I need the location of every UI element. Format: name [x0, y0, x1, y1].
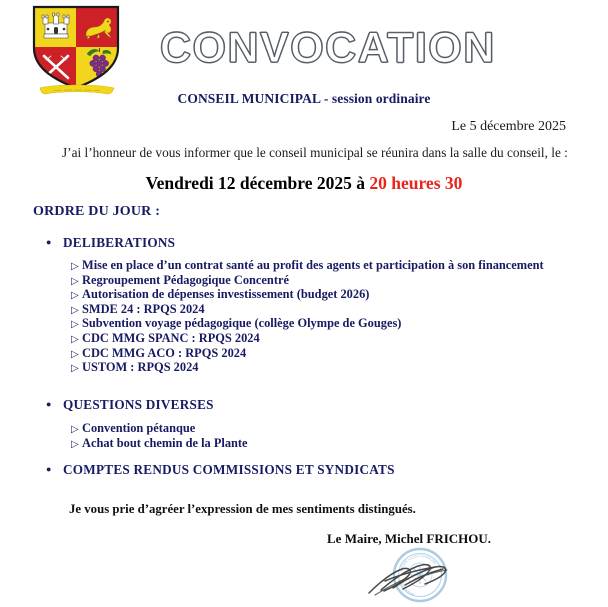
- intro-paragraph: J’ai l’honneur de vous informer que le conseil municipal se réunira dans la salle du conseil, le :: [62, 145, 568, 161]
- closing-salutation: Je vous prie d’agréer l’expression de mes sentiments distingués.: [69, 502, 416, 517]
- list-item: [71, 259, 586, 274]
- list-item-label: SMDE 24 : RPQS 2024: [82, 303, 205, 317]
- list-item-label: Subvention voyage pédagogique (collège Olympe de Gouges): [82, 317, 401, 331]
- list-item: [71, 347, 586, 362]
- meeting-datetime: [0, 173, 608, 194]
- triangle-bullet-icon: [71, 333, 82, 347]
- list-item-label: USTOM : RPQS 2024: [82, 361, 198, 375]
- bullet-icon: [46, 461, 63, 479]
- svg-text:MAIRIE \u2022 COMMUNE: MAIRIE \u2022 COMMUNE: [399, 554, 437, 572]
- agenda-item-list: [71, 259, 586, 376]
- agenda-section-questions-diverses: [46, 396, 586, 451]
- section-title: QUESTIONS DIVERSES: [63, 396, 214, 413]
- list-item-label: CDC MMG SPANC : RPQS 2024: [82, 332, 260, 346]
- list-item-label: Autorisation de dépenses investissement (budget 2026): [82, 288, 369, 302]
- section-header: [46, 396, 586, 414]
- agenda-section-deliberations: [46, 234, 586, 376]
- list-item: [71, 303, 586, 318]
- official-stamp-icon: [355, 545, 505, 607]
- section-header: [46, 461, 586, 479]
- document-subtitle: CONSEIL MUNICIPAL - session ordinaire: [0, 91, 608, 107]
- list-item: [71, 361, 586, 376]
- letter-date: Le 5 décembre 2025: [451, 119, 566, 135]
- list-item: [71, 422, 586, 437]
- meeting-date-text: Vendredi 12 décembre 2025 à: [146, 173, 365, 193]
- list-item-label: Regroupement Pédagogique Concentré: [82, 274, 289, 288]
- triangle-bullet-icon: [71, 275, 82, 289]
- bullet-icon: [46, 234, 63, 252]
- agenda-section-comptes-rendus: [46, 461, 586, 479]
- triangle-bullet-icon: [71, 260, 82, 274]
- coat-of-arms: [24, 4, 128, 96]
- agenda-heading: ORDRE DU JOUR :: [33, 204, 160, 220]
- coat-of-arms-icon: [24, 4, 128, 96]
- triangle-bullet-icon: [71, 438, 82, 452]
- triangle-bullet-icon: [71, 304, 82, 318]
- triangle-bullet-icon: [71, 348, 82, 362]
- svg-text:DORDOGNE: DORDOGNE: [400, 582, 415, 597]
- list-item: [71, 317, 586, 332]
- section-title: COMPTES RENDUS COMMISSIONS ET SYNDICATS: [63, 461, 395, 478]
- list-item: [71, 332, 586, 347]
- triangle-bullet-icon: [71, 423, 82, 437]
- bullet-icon: [46, 396, 63, 414]
- page-title: CONVOCATION: [160, 27, 496, 70]
- list-item-label: Achat bout chemin de la Plante: [82, 437, 248, 451]
- list-item: [71, 288, 586, 303]
- triangle-bullet-icon: [71, 289, 82, 303]
- list-item-label: Convention pétanque: [82, 422, 195, 436]
- agenda-item-list: [71, 422, 586, 451]
- meeting-time-text: 20 heures 30: [369, 173, 462, 193]
- section-header: [46, 234, 586, 252]
- list-item: [71, 274, 586, 289]
- signature-block: [355, 545, 505, 607]
- triangle-bullet-icon: [71, 318, 82, 332]
- signature-name: Le Maire, Michel FRICHOU.: [327, 531, 491, 547]
- list-item: [71, 437, 586, 452]
- list-item-label: CDC MMG ACO : RPQS 2024: [82, 347, 246, 361]
- triangle-bullet-icon: [71, 362, 82, 376]
- list-item-label: Mise en place d’un contrat santé au profit des agents et participation à son financement: [82, 259, 544, 273]
- section-title: DELIBERATIONS: [63, 234, 175, 251]
